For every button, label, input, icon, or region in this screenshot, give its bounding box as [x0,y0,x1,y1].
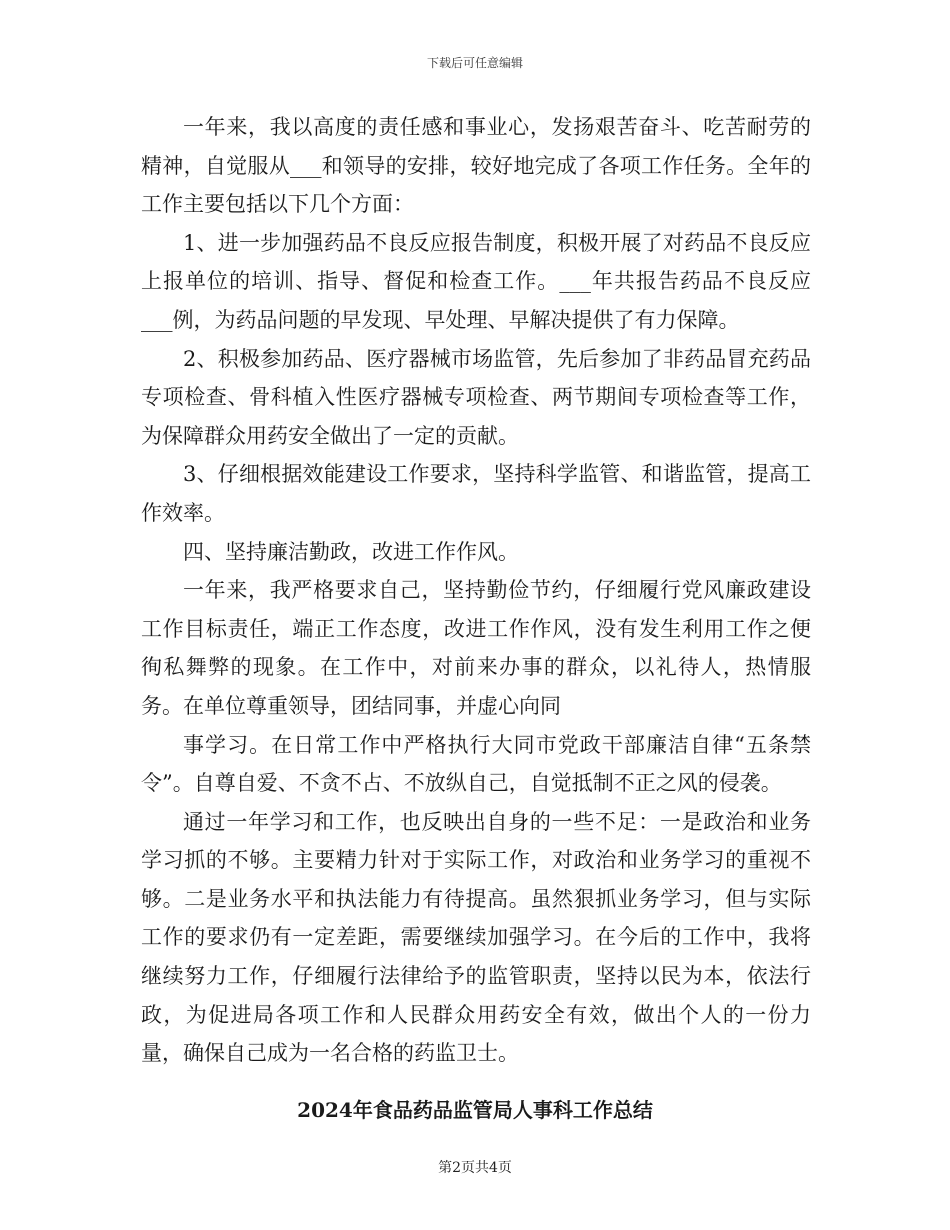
paragraph-shortcomings: 通过一年学习和工作，也反映出自身的一些不足：一是政治和业务学习抓的不够。主要精力针对于实际工作，对政治和业务学习的重视不够。二是业务水平和执法能力有待提高。虽然狠抓业务学习，但与实际工作的要求仍有一定差距，需要继续加强学习。在今后的工作中，我将继续努力工作，仔细履行法律给予的监管职责，坚持以民为本，依法行政，为促进局各项工作和人民群众用药安全有效，做出个人的一份力量，确保自己成为一名合格的药监卫士。 [141,809,811,1066]
paragraph-item-3: 3、仔细根据效能建设工作要求，坚持科学监管、和谐监管，提高工作效率。 [141,462,811,525]
next-document-title: 2024年食品药品监管局人事科工作总结 [297,1098,653,1122]
paragraph-integrity-continued: 事学习。在日常工作中严格执行大同市党政干部廉洁自律“五条禁令”。自尊自爱、不贪不占、不放纵自己，自觉抵制不正之风的侵袭。 [141,732,811,796]
section-heading-4: 四、坚持廉洁勤政，改进工作作风。 [183,539,519,564]
paragraph-integrity: 一年来，我严格要求自己，坚持勤俭节约，仔细履行党风廉政建设工作目标责任，端正工作态度，改进工作作风，没有发生利用工作之便徇私舞弊的现象。在工作中，对前来办事的群众，以礼待人，热情服务。在单位尊重领导，团结同事，并虚心向同 [141,578,811,718]
page-number: 第2页共4页 [438,1160,512,1176]
paragraph-item-1: 1、进一步加强药品不良反应报告制度，积极开展了对药品不良反应上报单位的培训、指导、督促和检查工作。___年共报告药品不良反应___例，为药品问题的早发现、早处理、早解决提供了有力保障。 [141,230,811,332]
document-body [141,108,811,1073]
paragraph-intro: 一年来，我以高度的责任感和事业心，发扬艰苦奋斗、吃苦耐劳的精神，自觉服从___和领导的安排，较好地完成了各项工作任务。全年的工作主要包括以下几个方面： [141,115,811,217]
page-header-note: 下载后可任意编辑 [426,56,523,70]
paragraph-item-2: 2、积极参加药品、医疗器械市场监管，先后参加了非药品冒充药品专项检查、骨科植入性医疗器械专项检查、两节期间专项检查等工作，为保障群众用药安全做出了一定的贡献。 [141,346,811,448]
